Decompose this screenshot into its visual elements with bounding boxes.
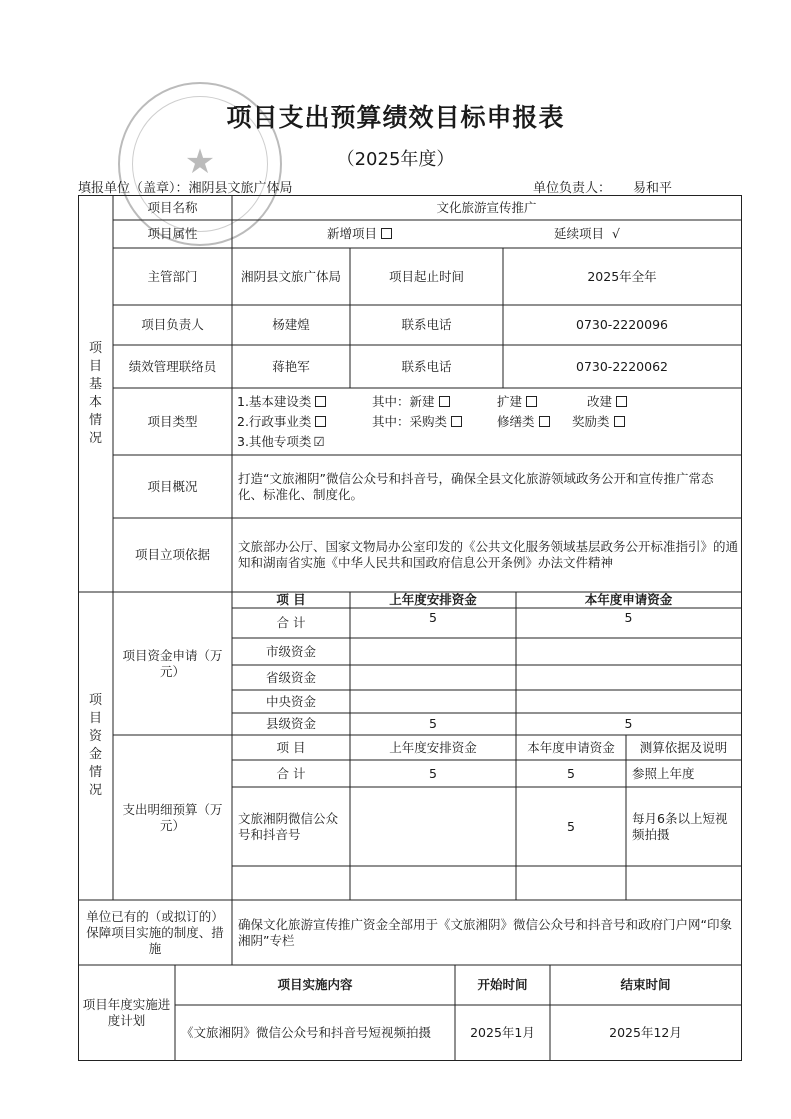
type-row2-b — [372, 412, 462, 430]
apply-row-city-this — [516, 638, 741, 665]
value-guarantee: 确保文化旅游宣传推广资金全部用于《文旅湘阴》微信公众号和抖音号和政府门户网“印象湘阴”专栏 — [238, 916, 732, 948]
label-contact: 绩效管理联络员 — [128, 358, 217, 374]
detail-item-basis: 每月6条以上短视频拍摄 — [632, 810, 728, 842]
plan-end: 2025年12月 — [609, 1024, 682, 1040]
attr-continue-check-icon: √ — [612, 226, 620, 241]
apply-row-city-last — [350, 638, 516, 665]
apply-row-county-name: 县级资金 — [265, 716, 316, 731]
apply-row-central-this — [516, 690, 741, 713]
apply-row-province-name: 省级资金 — [265, 669, 316, 685]
checkbox-renovate — [616, 396, 627, 407]
checkbox-expand — [526, 396, 537, 407]
label-period: 项目起止时间 — [388, 268, 464, 284]
value-project-name: 文化旅游宣传推广 — [436, 199, 537, 215]
fill-unit-value: 湘阴县文旅广体局 — [188, 181, 293, 196]
type-row1-c — [497, 392, 537, 410]
plan-col-content: 项目实施内容 — [277, 977, 353, 992]
label-funds-apply: 项目资金申请（万元） — [122, 647, 223, 679]
attr-new — [327, 226, 392, 242]
apply-row-county-last: 5 — [429, 716, 437, 731]
page-year: （2025年度） — [336, 149, 455, 170]
value-period: 2025年全年 — [587, 268, 657, 284]
detail-total-basis: 参照上年度 — [632, 765, 695, 781]
attr-new-checkbox — [381, 228, 392, 239]
value-dept: 湘阴县文旅广体局 — [240, 268, 341, 284]
type-row2-a-label: 2.行政事业类 — [237, 414, 312, 429]
apply-row-province-this — [516, 665, 741, 690]
section-funds-text: 项目资金情况 — [88, 693, 102, 798]
value-leader-phone: 0730-2220096 — [576, 317, 668, 332]
checkbox-other-checked-icon: ☑ — [313, 434, 325, 449]
detail-col-this: 本年度申请资金 — [527, 739, 615, 755]
value-project-type — [232, 388, 741, 455]
type-row2-c — [497, 412, 550, 430]
apply-row-city-name: 市级资金 — [265, 643, 316, 659]
apply-col-item: 项 目 — [276, 592, 306, 607]
section-funds-label — [78, 592, 113, 900]
label-contact-phone: 联系电话 — [401, 358, 452, 374]
checkbox-new-build — [439, 396, 450, 407]
type-row1-b — [372, 392, 450, 410]
type-row1-a-label: 1.基本建设类 — [237, 394, 312, 409]
label-leader: 项目负责人 — [141, 317, 204, 332]
checkbox-repair — [539, 416, 550, 427]
attr-continue — [554, 226, 620, 242]
label-leader-phone: 联系电话 — [401, 317, 452, 332]
type-row2-b-label: 其中：采购类 — [372, 414, 448, 429]
detail-item-this: 5 — [567, 818, 575, 834]
plan-content: 《文旅湘阴》微信公众号和抖音号短视频拍摄 — [181, 1024, 432, 1040]
plan-start: 2025年1月 — [470, 1024, 535, 1040]
section-basic-text: 项目基本情况 — [88, 340, 102, 446]
detail-total-name: 合 计 — [276, 765, 306, 781]
value-contact: 蒋艳军 — [272, 358, 310, 374]
type-row2-a — [237, 412, 326, 430]
label-funds-detail: 支出明细预算（万元） — [122, 801, 223, 833]
label-project-name: 项目名称 — [147, 199, 198, 215]
label-project-type: 项目类型 — [147, 413, 198, 429]
detail-col-item: 项 目 — [276, 739, 306, 755]
type-row3-a-label: 3.其他专项类 — [237, 434, 312, 449]
apply-row-central-name: 中央资金 — [265, 693, 316, 709]
detail-total-last: 5 — [429, 765, 437, 781]
attr-continue-label: 延续项目 — [554, 226, 605, 241]
responsible-label: 单位负责人： — [533, 181, 612, 196]
type-row1-a — [237, 392, 326, 410]
plan-col-end: 结束时间 — [620, 977, 671, 992]
detail-col-basis: 测算依据及说明 — [639, 739, 728, 755]
type-row3-a — [237, 432, 325, 450]
label-guarantee: 单位已有的（或拟订的）保障项目实施的制度、措施 — [86, 908, 224, 956]
checkbox-infra — [315, 396, 326, 407]
type-row1-d — [587, 392, 627, 410]
section-basic-label — [78, 195, 113, 592]
checkbox-reward — [614, 416, 625, 427]
checkbox-admin — [315, 416, 326, 427]
value-project-attr — [232, 220, 741, 248]
label-overview: 项目概况 — [147, 478, 198, 494]
type-row1-b-label: 其中：新建 — [372, 394, 435, 409]
value-overview: 打造“文旅湘阴”微信公众号和抖音号，确保全县文化旅游领域政务公开和宣传推广常态化、标准化、制度化。 — [238, 470, 714, 502]
value-basis: 文旅部办公厅、国家文物局办公室印发的《公共文化服务领域基层政务公开标准指引》的通知和湖南省实施《中华人民共和国政府信息公开条例》办法文件精神 — [238, 539, 739, 570]
seal-star-icon: ★ — [184, 142, 216, 182]
fill-unit-label: 填报单位（盖章）： — [78, 181, 189, 196]
label-project-attr: 项目属性 — [147, 226, 198, 241]
label-dept: 主管部门 — [147, 268, 198, 284]
responsible-value: 易和平 — [633, 181, 673, 196]
label-basis: 项目立项依据 — [134, 547, 210, 562]
type-row1-d-label: 改建 — [587, 394, 613, 409]
apply-row-total-name: 合 计 — [276, 615, 306, 630]
detail-item-name: 文旅湘阴微信公众号和抖音号 — [238, 810, 339, 842]
checkbox-purchase — [451, 416, 462, 427]
apply-row-central-last — [350, 690, 516, 713]
apply-row-county-this: 5 — [624, 716, 633, 731]
type-row2-d — [572, 412, 625, 430]
value-contact-phone: 0730-2220062 — [576, 358, 668, 374]
apply-row-province-last — [350, 665, 516, 690]
plan-col-start: 开始时间 — [477, 977, 528, 992]
label-plan: 项目年度实施进度计划 — [82, 996, 171, 1028]
type-row2-c-label: 修缮类 — [497, 414, 535, 429]
type-row1-c-label: 扩建 — [497, 394, 523, 409]
page-title: 项目支出预算绩效目标申报表 — [226, 103, 565, 132]
type-row2-d-label: 奖励类 — [572, 414, 610, 429]
detail-item-last — [350, 787, 516, 866]
value-leader: 杨建煌 — [272, 317, 310, 332]
detail-col-last: 上年度安排资金 — [389, 739, 477, 755]
detail-total-this: 5 — [567, 765, 575, 781]
apply-row-total-this: 5 — [624, 610, 633, 625]
apply-col-last: 上年度安排资金 — [389, 592, 477, 607]
apply-row-total-last: 5 — [429, 610, 437, 625]
apply-col-this: 本年度申请资金 — [584, 592, 673, 607]
attr-new-label: 新增项目 — [327, 226, 378, 241]
